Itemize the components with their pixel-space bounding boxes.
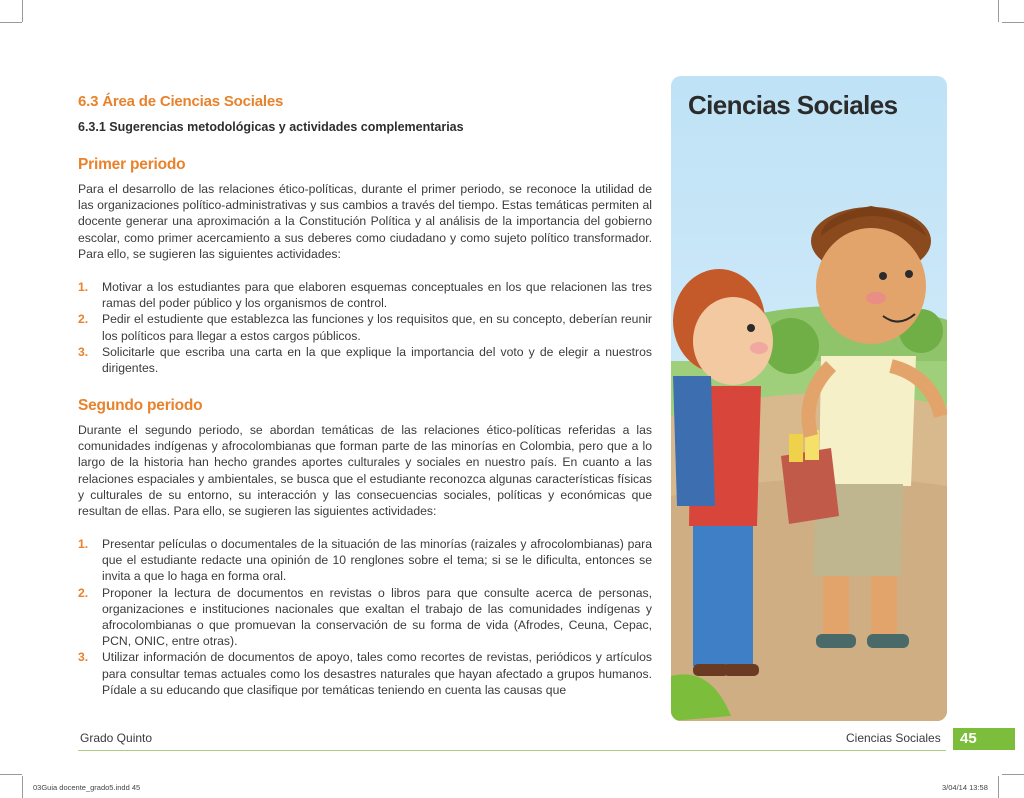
primer-periodo-title: Primer periodo [78, 156, 186, 173]
crop-mark [998, 776, 999, 798]
footer-grade: Grado Quinto [80, 731, 153, 745]
section-title: 6.3 Área de Ciencias Sociales [78, 93, 284, 110]
page-number: 45 [953, 728, 1015, 750]
crop-mark [1002, 774, 1024, 775]
segundo-periodo-title: Segundo periodo [78, 397, 203, 414]
list-item: 1. Presentar películas o documentales de la situación de las minorías (raizales y afrocolombianas) para que el estudiante redacte una opinión de 10 renglones sobre el tema; si se le dificulta, entonces se invita a que lo haga en forma oral. [78, 537, 652, 584]
two-children-illustration [671, 76, 947, 721]
crop-mark [0, 22, 22, 23]
crop-mark [0, 774, 22, 775]
subsection-title: 6.3.1 Sugerencias metodológicas y actividades complementarias [78, 120, 464, 134]
list-item: 3. Solicitarle que escriba una carta en la que explique la importancia del voto y de elegir a nuestros dirigentes. [78, 344, 652, 376]
list-item: 1. Motivar a los estudiantes para que elaboren esquemas conceptuales en los que relacionen las tres ramas del poder público y los organismos de control. [78, 280, 652, 311]
panel-title: Ciencias Sociales [688, 90, 898, 120]
crop-mark [1002, 22, 1024, 23]
print-slug-file: 03Guia docente_grado5.indd 45 [33, 783, 141, 792]
crop-mark [22, 776, 23, 798]
crop-mark [998, 0, 999, 22]
segundo-periodo-list [78, 536, 652, 698]
crop-mark [22, 0, 23, 22]
footer-divider [78, 750, 946, 751]
primer-periodo-intro: Para el desarrollo de las relaciones ético-políticas, durante el primer periodo, se reconoce la utilidad de las organizaciones político-administrativas y sus cambios a través del tiempo. Estas temáticas permiten al docente generar una aproximación a la Constitución Política y al análisis de la importancia del gobierno escolar, como primer acercamiento a sus deberes como ciudadano y como sujeto político transformador. Para ello, se sugieren las siguientes actividades: [78, 182, 652, 261]
primer-periodo-list [78, 279, 652, 376]
list-item: 2. Pedir el estudiente que establezca las funciones y los requisitos que, en su concepto, deberían reunir los políticos para llegar a estos cargos públicos. [78, 312, 652, 343]
subject-panel [671, 76, 947, 721]
segundo-periodo-intro: Durante el segundo periodo, se abordan temáticas de las relaciones ético-políticas referidas a las comunidades indígenas y afrocolombianas que forman parte de las minorías en Colombia, pero que a lo largo de la historia han hecho grandes aportes culturales y sociales en nuestro país. En cuanto a las relaciones espaciales y ambientales, se busca que el estudiante reconozca algunas características físicas y culturales de su entorno, su interacción y las consecuencias sociales, políticas y económicas que resultan de ellas. Para ello, se sugieren las siguientes actividades: [78, 423, 652, 519]
print-slug-date: 3/04/14 13:58 [942, 783, 988, 792]
list-item: 2. Proponer la lectura de documentos en revistas o libros para que consulte acerca de personas, organizaciones e instituciones nacionales que exaltan el trabajo de las comunidades indígenas y afrocolombianas o que promuevan la conservación de su forma de vida (Afrodes, Ceuna, Cepac, PCN, ONIC, entre otras). [78, 585, 652, 649]
footer-subject: Ciencias Sociales [846, 731, 941, 745]
list-item: 3. Utilizar información de documentos de apoyo, tales como recortes de revistas, periódicos y artículos para consultar temas actuales como los desastres naturales que hayan afectado a grupos humanos. Pídale a su educando que clasifique por temáticas teniendo en cuenta las causas que [78, 650, 652, 697]
